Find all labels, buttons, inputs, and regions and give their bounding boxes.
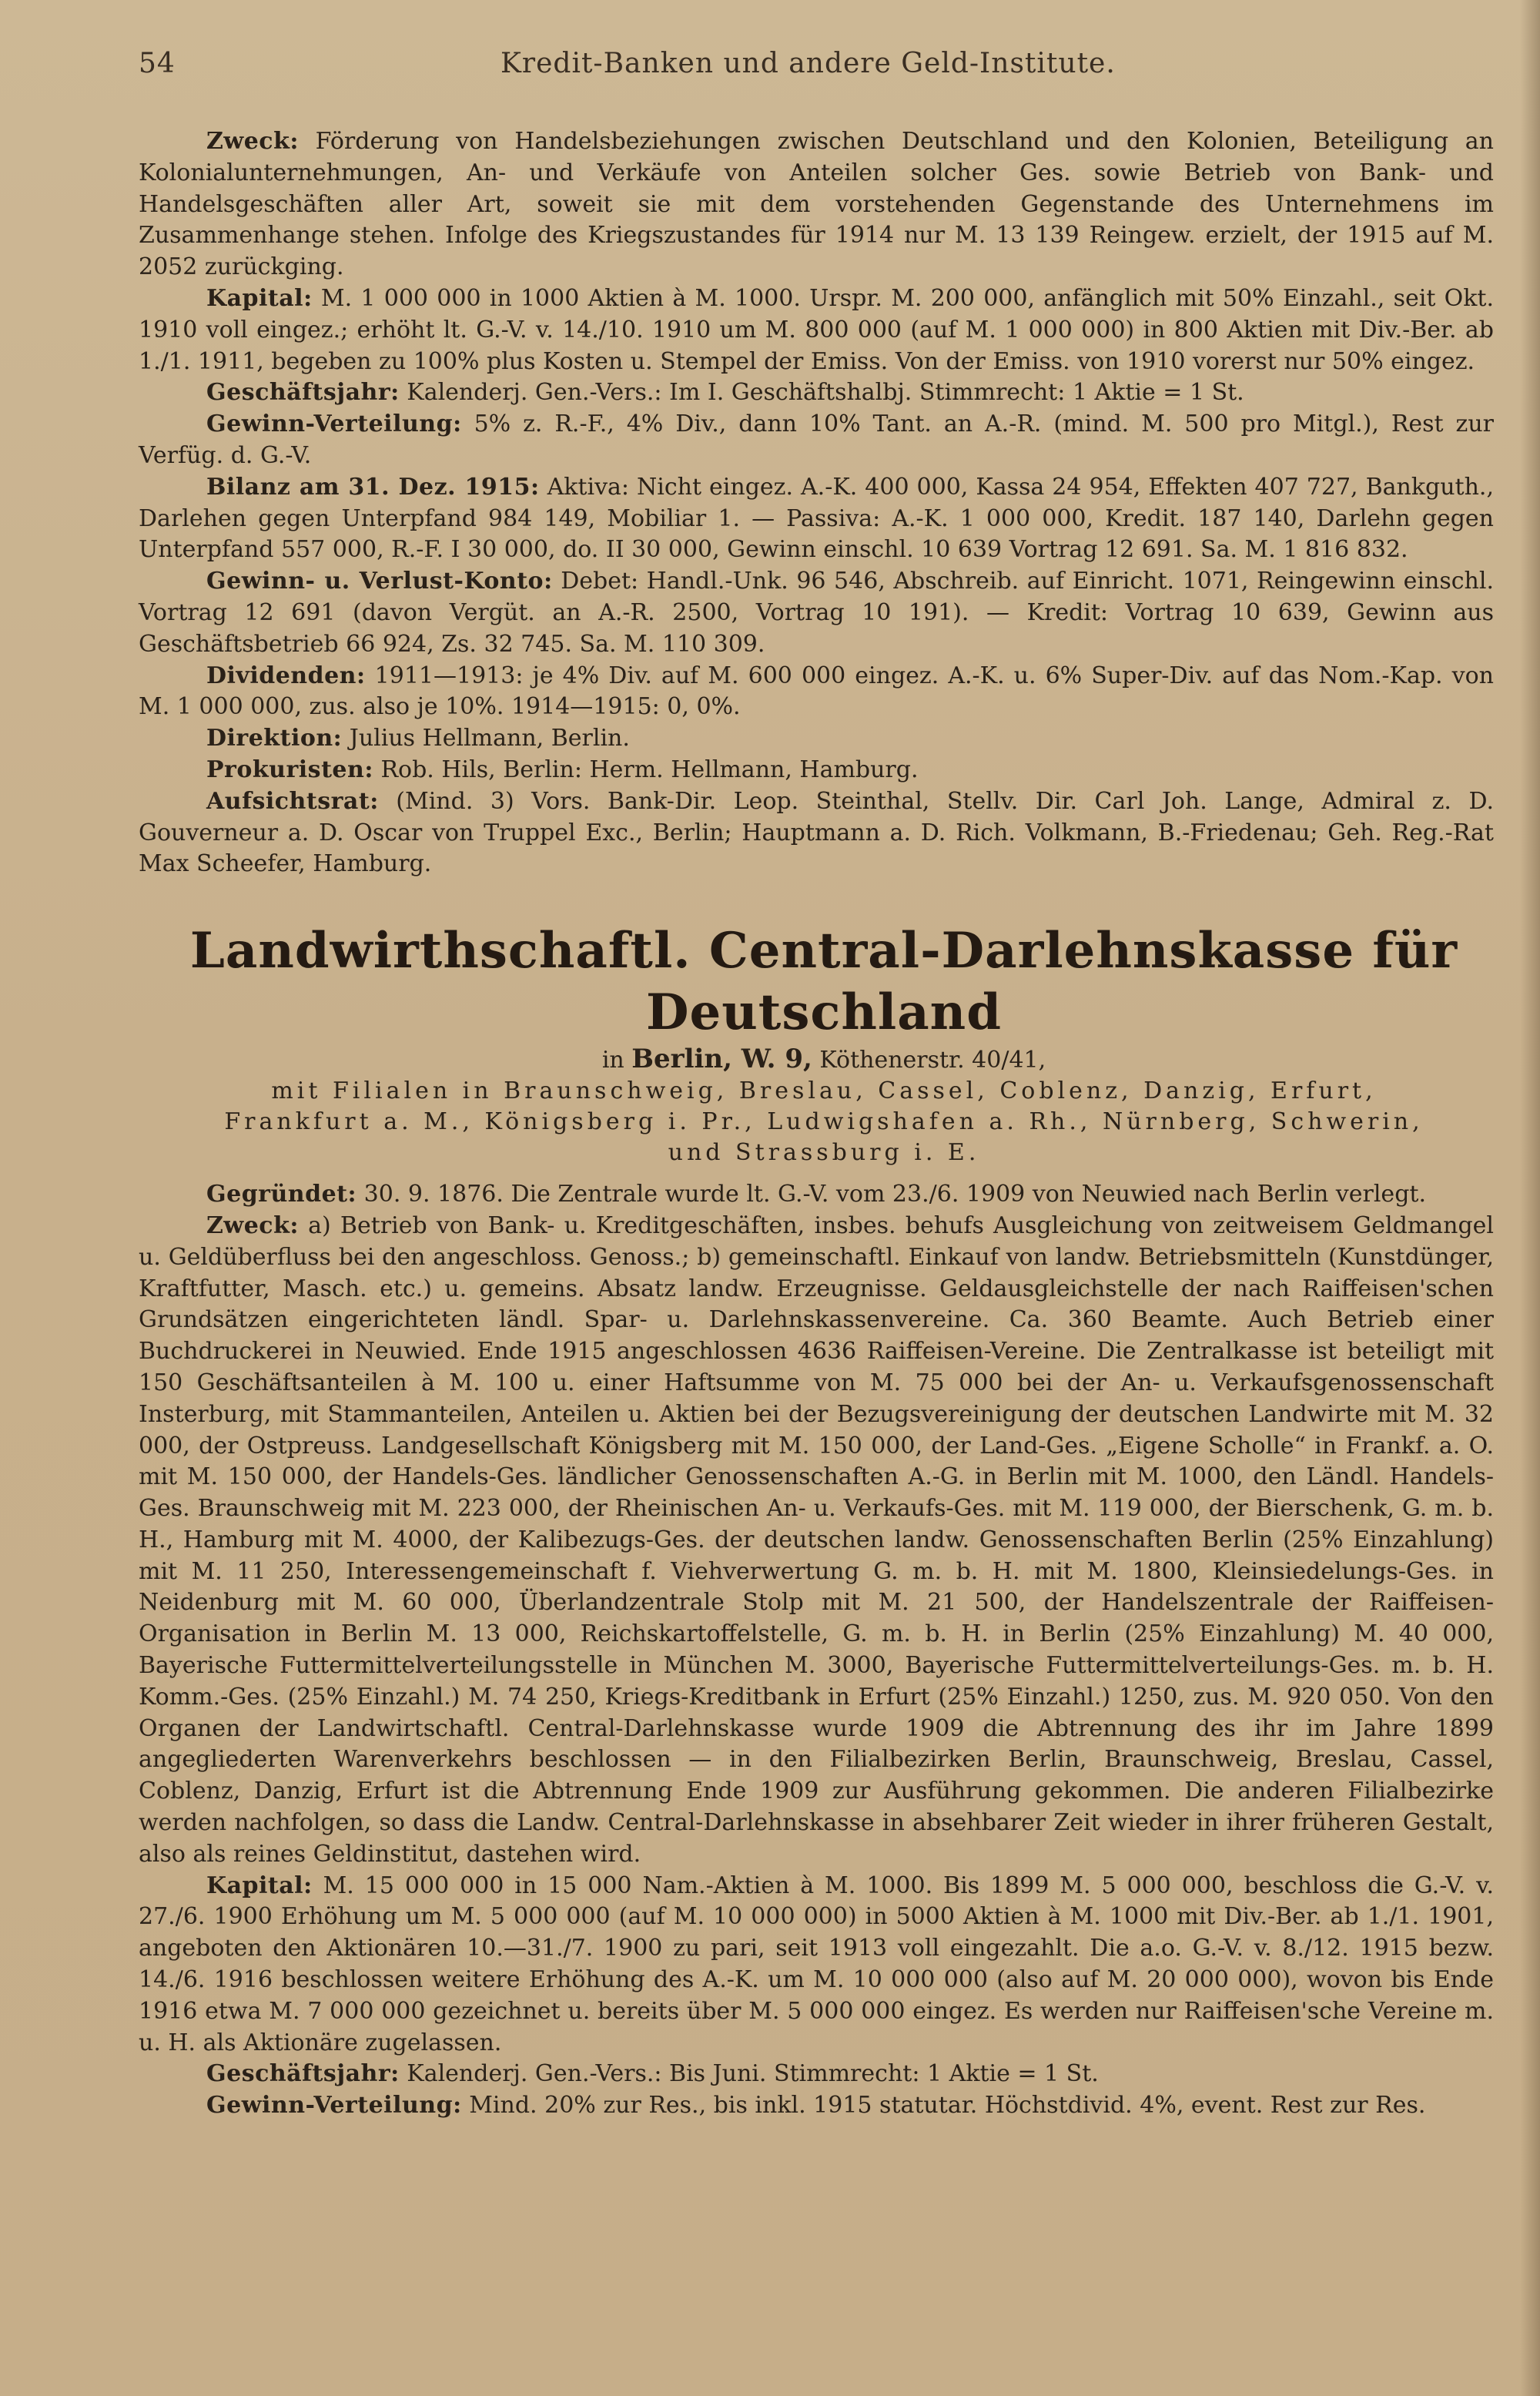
entry-text: Aktiva: Nicht eingez. A.-K. 400 000, Kassa 24 954, Effekten 407 727, Bankguth., Darlehen gegen Unterpfand 984 149, Mobiliar 1. — Passiva: A.-K. 1 000 000, Kredit. 187 140, Darlehn gegen Unterpfand 557 000, R.-F. I 30 000, do. II 30 000, Gewinn einschl. 10 639 Vortrag 12 691. Sa. M. 1 816 832. [139, 473, 1494, 564]
entry-paragraph-aufsichtsrat [139, 786, 1509, 880]
entry-paragraph-geschaeftsjahr [139, 2059, 1509, 2090]
entry-paragraph-zweck [139, 126, 1509, 283]
entry-text: a) Betrieb von Bank- u. Kreditgeschäften, insbes. behufs Ausgleichung von zeitweisem Geldmangel u. Geldüberfluss bei den angeschloss. Genoss.; b) gemeinschaftl. Einkauf von landw. Betriebsmitteln (Kunstdünger, Kraftfutter, Masch. etc.) u. gemeins. Absatz landw. Erzeugnisse. Geldausgleichstelle der nach Raiffeisen'schen Grundsätzen eingerichteten ländl. Spar- u. Darlehnskassenvereine. Ca. 360 Beamte. Auch Betrieb einer Buchdruckerei in Neuwied. Ende 1915 angeschlossen 4636 Raiffeisen-Vereine. Die Zentralkasse ist beteiligt mit 150 Geschäftsanteilen à M. 100 u. einer Haftsumme von M. 75 000 bei der An- u. Verkaufsgenossenschaft Insterburg, mit Stammanteilen, Anteilen u. Aktien bei der Bezugsvereinigung der deutschen Landwirte mit M. 32 000, der Ostpreuss. Landgesellschaft Königsberg mit M. 150 000, der Land-Ges. „Eigene Scholle“ in Frankf. a. O. mit M. 150 000, der Handels-Ges. ländlicher Genossenschaften A.-G. in Berlin mit M. 1000, den Ländl. Handels-Ges. Braunschweig mit M. 223 000, der Rheinischen An- u. Verkaufs-Ges. mit M. 119 000, der Bierschenk, G. m. b. H., Hamburg mit M. 4000, der Kalibezugs-Ges. der deutschen landw. Genossenschaften Berlin (25% Einzahlung) mit M. 11 250, Interessengemeinschaft f. Viehverwertung G. m. b. H. mit M. 1800, Kleinsiedelungs-Ges. in Neidenburg mit M. 60 000, Überlandzentrale Stolp mit M. 21 500, der Handelszentrale der Raiffeisen-Organisation in Berlin M. 13 000, Reichskartoffelstelle, G. m. b. H. in Berlin (25% Einzahlung) M. 40 000, Bayerische Futtermittelverteilungsstelle in München M. 3000, Bayerische Futtermittelverteilungs-Ges. m. b. H. Komm.-Ges. (25% Einzahl.) M. 74 250, Kriegs-Kreditbank in Erfurt (25% Einzahl.) 1250, zus. M. 920 050. Von den Organen der Landwirtschaftl. Central-Darlehnskasse wurde 1909 die Abtrennung des ihr im Jahre 1899 angegliederten Warenverkehrs beschlossen — in den Filialbezirken Berlin, Braunschweig, Breslau, Cassel, Coblenz, Danzig, Erfurt ist die Abtrennung Ende 1909 zur Ausführung gekommen. Die anderen Filialbezirke werden nachfolgen, so dass die Landw. Central-Darlehnskasse in absehbarer Zeit wieder in ihrer früheren Gestalt, also als reines Geldinstitut, dastehen wird. [139, 1211, 1494, 1868]
entry-text: 5% z. R.-F., 4% Div., dann 10% Tant. an A.-R. (mind. M. 500 pro Mitgl.), Rest zur Verfüg. d. G.-V. [139, 411, 1494, 469]
entry-text: Kalenderj. Gen.-Vers.: Bis Juni. Stimmrecht: 1 Aktie = 1 St. [399, 2060, 1099, 2088]
branches-line: Frankfurt a. M., Königsberg i. Pr., Ludwigshafen a. Rh., Nürnberg, Schwerin, [224, 1108, 1424, 1136]
entry-label: Dividenden: [206, 662, 366, 689]
entry-label: Geschäftsjahr: [206, 379, 400, 407]
entry-text: Förderung von Handelsbeziehungen zwischen Deutschland und den Kolonien, Beteiligung an Kolonialunternehmungen, An- und Verkäufe von Anteilen solcher Ges. sowie Betrieb von Bank- und Handelsgeschäften aller Art, soweit sie mit dem vorstehenden Gegenstande des Unternehmens im Zusammenhange stehen. Infolge des Kriegszustandes für 1914 nur M. 13 139 Reingew. erzielt, der 1915 auf M. 2052 zurückging. [139, 128, 1494, 281]
entry-paragraph-gewinn-verteilung [139, 409, 1509, 472]
running-title: Kredit-Banken und andere Geld-Institute. [500, 48, 1116, 79]
branches-line: mit Filialen in Braunschweig, Breslau, Cassel, Coblenz, Danzig, Erfurt, [271, 1077, 1377, 1105]
entry-label: Gegründet: [206, 1181, 357, 1208]
entry-label: Gewinn- u. Verlust-Konto: [206, 568, 553, 595]
entry-label: Bilanz am 31. Dez. 1915: [206, 473, 540, 501]
entry-text: Kalenderj. Gen.-Vers.: Im I. Geschäftshalbj. Stimmrecht: 1 Aktie = 1 St. [399, 379, 1244, 407]
entry-text: Debet: Handl.-Unk. 96 546, Abschreib. auf Einricht. 1071, Reingewinn einschl. Vortrag 12 691 (davon Vergüt. an A.-R. 2500, Vortrag 10 191). — Kredit: Vortrag 10 639, Gewinn aus Geschäftsbetrieb 66 924, Zs. 32 745. Sa. M. 110 309. [139, 568, 1494, 658]
entry-text: Julius Hellmann, Berlin. [342, 725, 630, 752]
entry-paragraph-kapital [139, 283, 1509, 377]
entry-kolonialbank [139, 126, 1509, 880]
company-location [139, 1044, 1509, 1076]
entry-label: Prokuristen: [206, 756, 373, 783]
entry-label: Gewinn-Verteilung: [206, 411, 462, 438]
entry-central-darlehnskasse [139, 1179, 1509, 2122]
entry-label: Kapital: [206, 284, 313, 312]
entry-label: Kapital: [206, 1872, 313, 1899]
entry-paragraph-prokuristen [139, 755, 1509, 786]
entry-paragraph-geschaeftsjahr [139, 377, 1509, 409]
entry-text: M. 1 000 000 in 1000 Aktien à M. 1000. Urspr. M. 200 000, anfänglich mit 50% Einzahl., seit Okt. 1910 voll eingez.; erhöht lt. G.-V. v. 14./10. 1910 um M. 800 000 (auf M. 1 000 000) in 800 Aktien mit Div.-Ber. ab 1./1. 1911, begeben zu 100% plus Kosten u. Stempel der Emiss. Von der Emiss. von 1910 vorerst nur 50% eingez. [139, 284, 1494, 375]
entry-text: 30. 9. 1876. Die Zentrale wurde lt. G.-V. vom 23./6. 1909 von Neuwied nach Berlin verlegt. [357, 1181, 1426, 1208]
page-number: 54 [139, 48, 176, 79]
entry-paragraph-gegruendet [139, 1179, 1509, 1211]
branches-line: und Strassburg i. E. [668, 1139, 980, 1167]
location-city: Berlin, W. 9, [631, 1044, 812, 1075]
entry-text: (Mind. 3) Vors. Bank-Dir. Leop. Steinthal, Stellv. Dir. Carl Joh. Lange, Admiral z. D. Gouverneur a. D. Oscar von Truppel Exc., Berlin; Hauptmann a. D. Rich. Volkmann, B.-Friedenau; Geh. Reg.-Rat Max Scheefer, Hamburg. [139, 787, 1494, 878]
page-header [139, 48, 1509, 92]
entry-paragraph-dividenden [139, 661, 1509, 724]
spacer [139, 1168, 1509, 1179]
entry-label: Aufsichtsrat: [206, 787, 379, 815]
entry-paragraph-gewinn-verteilung [139, 2090, 1509, 2122]
page-edge-shadow [1520, 0, 1540, 2396]
entry-paragraph-kapital [139, 1871, 1509, 2059]
entry-text: 1911—1913: je 4% Div. auf M. 600 000 eingez. A.-K. u. 6% Super-Div. auf das Nom.-Kap. von M. 1 000 000, zus. also je 10%. 1914—1915: 0, 0%. [139, 662, 1494, 721]
entry-text: Mind. 20% zur Res., bis inkl. 1915 statutar. Höchstdivid. 4%, event. Rest zur Res. [461, 2092, 1426, 2120]
entry-label: Geschäftsjahr: [206, 2060, 400, 2088]
entry-paragraph-gewinn-verlust [139, 566, 1509, 660]
entry-label: Direktion: [206, 725, 343, 752]
entry-paragraph-bilanz [139, 472, 1509, 566]
company-title: Landwirthschaftl. Central-Darlehnskasse für Deutschland [189, 922, 1458, 1042]
entry-text: M. 15 000 000 in 15 000 Nam.-Aktien à M. 1000. Bis 1899 M. 5 000 000, beschloss die G.-V. v. 27./6. 1900 Erhöhung um M. 5 000 000 (auf M. 10 000 000) in 5000 Aktien à M. 1000 mit Div.-Ber. ab 1./1. 1901, angeboten den Aktionären 10.—31./7. 1900 zu pari, seit 1913 voll eingezahlt. Die a.o. G.-V. v. 8./12. 1915 bezw. 14./6. 1916 beschlossen weitere Erhöhung des A.-K. um M. 10 000 000 (also auf M. 20 000 000), wovon bis Ende 1916 etwa M. 7 000 000 gezeichnet u. bereits über M. 5 000 000 eingez. Es werden nur Raiffeisen'sche Vereine m. u. H. als Aktionäre zugelassen. [139, 1872, 1494, 2056]
location-street: Köthenerstr. 40/41, [812, 1047, 1046, 1074]
entry-paragraph-direktion [139, 723, 1509, 755]
entry-label: Zweck: [206, 128, 299, 155]
entry-paragraph-zweck [139, 1211, 1509, 1871]
entry-label: Zweck: [206, 1211, 299, 1239]
location-prefix: in [601, 1047, 632, 1074]
entry-label: Gewinn-Verteilung: [206, 2092, 462, 2120]
entry-text: Rob. Hils, Berlin: Herm. Hellmann, Hamburg. [373, 756, 919, 783]
